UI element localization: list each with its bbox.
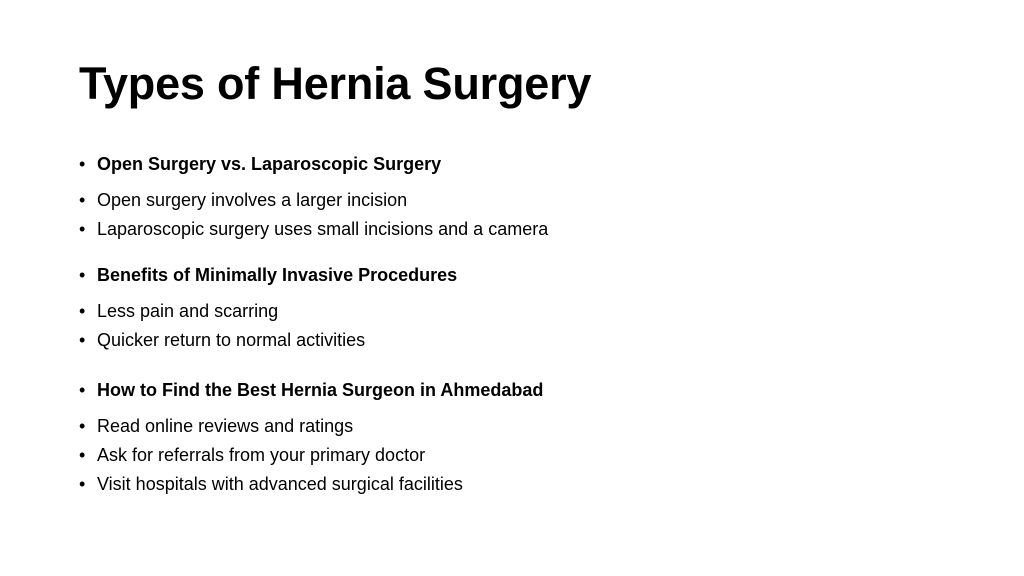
bullet-icon: • [79, 190, 86, 210]
list-item [79, 473, 463, 495]
list-item-text: Quicker return to normal activities [97, 330, 366, 350]
bullet-icon: • [79, 301, 86, 321]
list-item-text: Ask for referrals from your primary doctor [97, 445, 426, 465]
section-heading-find-surgeon [79, 379, 543, 401]
bullet-icon: • [79, 416, 86, 436]
bullet-icon: • [79, 474, 86, 494]
list-item-text: Laparoscopic surgery uses small incisions and a camera [97, 219, 549, 239]
list-item [79, 189, 407, 211]
list-item-text: Open surgery involves a larger incision [97, 190, 408, 210]
bullet-icon: • [79, 445, 86, 465]
list-item [79, 300, 278, 322]
section-heading-text: How to Find the Best Hernia Surgeon in Ahmedabad [97, 380, 544, 400]
bullet-icon: • [79, 330, 86, 350]
list-item [79, 218, 548, 240]
list-item [79, 444, 425, 466]
section-heading-benefits [79, 264, 457, 286]
bullet-icon: • [79, 219, 86, 239]
bullet-icon: • [79, 380, 86, 400]
bullet-icon: • [79, 154, 86, 174]
bullet-icon: • [79, 265, 86, 285]
list-item-text: Visit hospitals with advanced surgical facilities [97, 474, 463, 494]
section-heading-text: Benefits of Minimally Invasive Procedures [97, 265, 458, 285]
section-heading-text: Open Surgery vs. Laparoscopic Surgery [97, 154, 442, 174]
list-item-text: Less pain and scarring [97, 301, 279, 321]
section-heading-open-vs-laparoscopic [79, 153, 441, 175]
list-item [79, 415, 353, 437]
list-item [79, 329, 365, 351]
slide-title: Types of Hernia Surgery [79, 58, 592, 109]
list-item-text: Read online reviews and ratings [97, 416, 354, 436]
